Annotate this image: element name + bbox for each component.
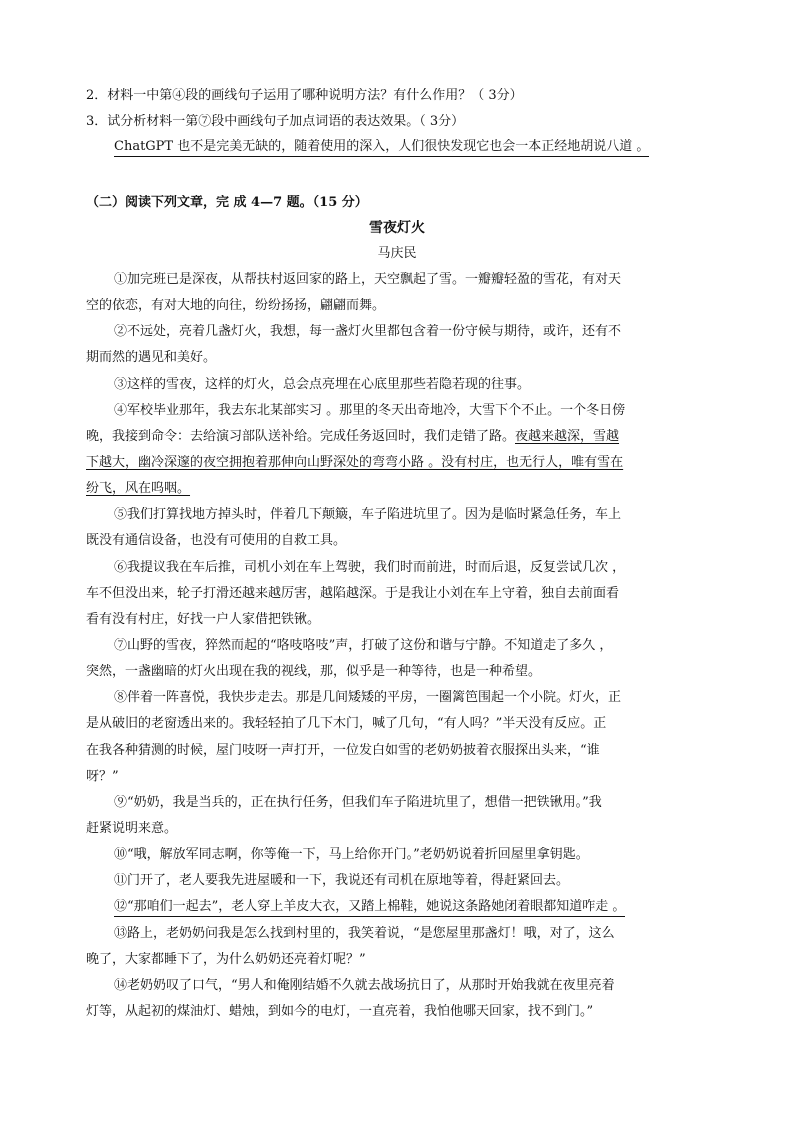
paragraph-5-line-2: 既没有通信设备，也没有可使用的自救工具。 <box>86 533 347 548</box>
question-2: 2．材料一中第④段的画线句子运用了哪种说明方法？有什么作用？（ 3分） <box>86 88 523 103</box>
paragraph-14-line-1: ⑭老奶奶叹了口气，“男人和俺刚结婚不久就去战场抗日了，从那时开始我就在夜里亮着 <box>114 978 615 993</box>
paragraph-7-line-2: 突然，一盏幽暗的灯火出现在我的视线，那，似乎是一种等待，也是一种希望。 <box>86 664 542 679</box>
article-author: 马庆民 <box>377 246 417 261</box>
paragraph-4-line-2 <box>86 429 726 445</box>
paragraph-7-line-1: ⑦山野的雪夜，猝然而起的“咯吱咯吱”声，打破了这份和谐与宁静。不知道走了多久 ， <box>114 638 613 653</box>
paragraph-4-text: 晚，我接到命令：去给演习部队送补给。完成任务返回时，我们走错了路。 <box>86 429 516 444</box>
paragraph-13-line-2: 晚了，大家都睡下了，为什么奶奶还亮着灯呢？” <box>86 952 366 967</box>
paragraph-6-line-1: ⑥我提议我在车后推，司机小刘在车上驾驶，我们时而前进，时而后退，反复尝试几次 ， <box>114 560 626 575</box>
paragraph-4-line-3 <box>86 455 726 471</box>
paragraph-10-line-1: ⑩“哦，解放军同志啊，你等俺一下，马上给你开门。”老奶奶说着折回屋里拿钥匙。 <box>114 847 589 862</box>
paragraph-13-line-1: ⑬路上，老奶奶问我是怎么找到村里的，我笑着说，“是您屋里那盏灯！哦，对了，这么 <box>114 926 615 941</box>
underlined-sentence: ChatGPT 也不是完美无缺的，随着使用的深入，人们很快发现它也会一本正经地胡说八道 。 <box>114 139 649 157</box>
paragraph-14-line-2: 灯等，从起初的煤油灯、蜡烛，到如今的电灯，一直亮着，我怕他哪天回家，找不到门。” <box>86 1004 594 1019</box>
paragraph-8-line-1: ⑧伴着一阵喜悦，我快步走去。那是几间矮矮的平房，一圈篱笆围起一个小院。灯火，正 <box>114 690 622 705</box>
question-3: 3．试分析材料一第⑦段中画线句子加点词语的表达效果。（ 3分） <box>86 114 465 129</box>
underlined-sentence: ⑫“那咱们一起去”，老人穿上羊皮大衣，又踏上棉鞋，她说这条路她闭着眼都知道咋走 。 <box>114 899 625 917</box>
underlined-sentence: 夜越来越深，雪越 <box>515 429 620 444</box>
paragraph-9-line-2: 赶紧说明来意。 <box>86 821 178 836</box>
paragraph-6-line-2: 车不但没出来，轮子打滑还越来越厉害，越陷越深。于是我让小刘在车上守着，独自去前面看 <box>86 586 620 601</box>
paragraph-2-line-2: 期而然的遇见和美好。 <box>86 350 217 365</box>
paragraph-11-line-1: ⑪门开了，老人要我先进屋暖和一下，我说还有司机在原地等着，得赶紧回去。 <box>114 873 570 888</box>
paragraph-12-line-1 <box>114 899 726 917</box>
paragraph-3-line-1: ③这样的雪夜，这样的灯火，总会点亮埋在心底里那些若隐若现的往事。 <box>114 377 531 392</box>
paragraph-6-line-3: 看有没有村庄，好找一户人家借把铁锹。 <box>86 612 321 627</box>
underlined-sentence: 纷飞，风在呜咽。 <box>86 481 191 496</box>
paragraph-1-line-2: 空的依恋，有对大地的向往，纷纷扬扬，翩翩而舞。 <box>86 298 386 313</box>
paragraph-2-line-1: ②不远处，亮着几盏灯火，我想，每一盏灯火里都包含着一份守候与期待，或许，还有不 <box>114 324 622 339</box>
paragraph-4-line-1: ④军校毕业那年，我去东北某部实习 。那里的冬天出奇地冷，大雪下个不止。一个冬日傍 <box>114 403 626 418</box>
paragraph-8-line-3: 在我各种猜测的时候，屋门吱呀一声打开，一位发白如雪的老奶奶披着衣服探出头来，“谁 <box>86 743 600 758</box>
section-2-header: （二）阅读下列文章，完 成 4—7 题。（15 分） <box>86 195 368 210</box>
underlined-sentence: 下越大，幽冷深邃的夜空拥抱着那伸向山野深处的弯弯小路 。没有村庄，也无行人，唯有雪在 <box>86 455 624 470</box>
paragraph-9-line-1: ⑨“奶奶，我是当兵的，正在执行任务，但我们车子陷进坑里了，想借一把铁锹用。”我 <box>114 795 602 810</box>
paragraph-4-line-4 <box>86 481 726 497</box>
paragraph-8-line-4: 呀？” <box>86 769 119 784</box>
paragraph-5-line-1: ⑤我们打算找地方掉头时，伴着几下颠簸，车子陷进坑里了。因为是临时紧急任务，车上 <box>114 507 622 522</box>
paragraph-1-line-1: ①加完班已是深夜，从帮扶村返回家的路上，天空飘起了雪。一瓣瓣轻盈的雪花，有对天 <box>114 272 622 287</box>
article-title: 雪夜灯火 <box>369 220 425 236</box>
question-3-sentence <box>114 139 726 157</box>
paragraph-8-line-2: 是从破旧的老窗透出来的。我轻轻拍了几下木门，喊了几句，“有人吗？”半天没有反应。正 <box>86 716 607 731</box>
